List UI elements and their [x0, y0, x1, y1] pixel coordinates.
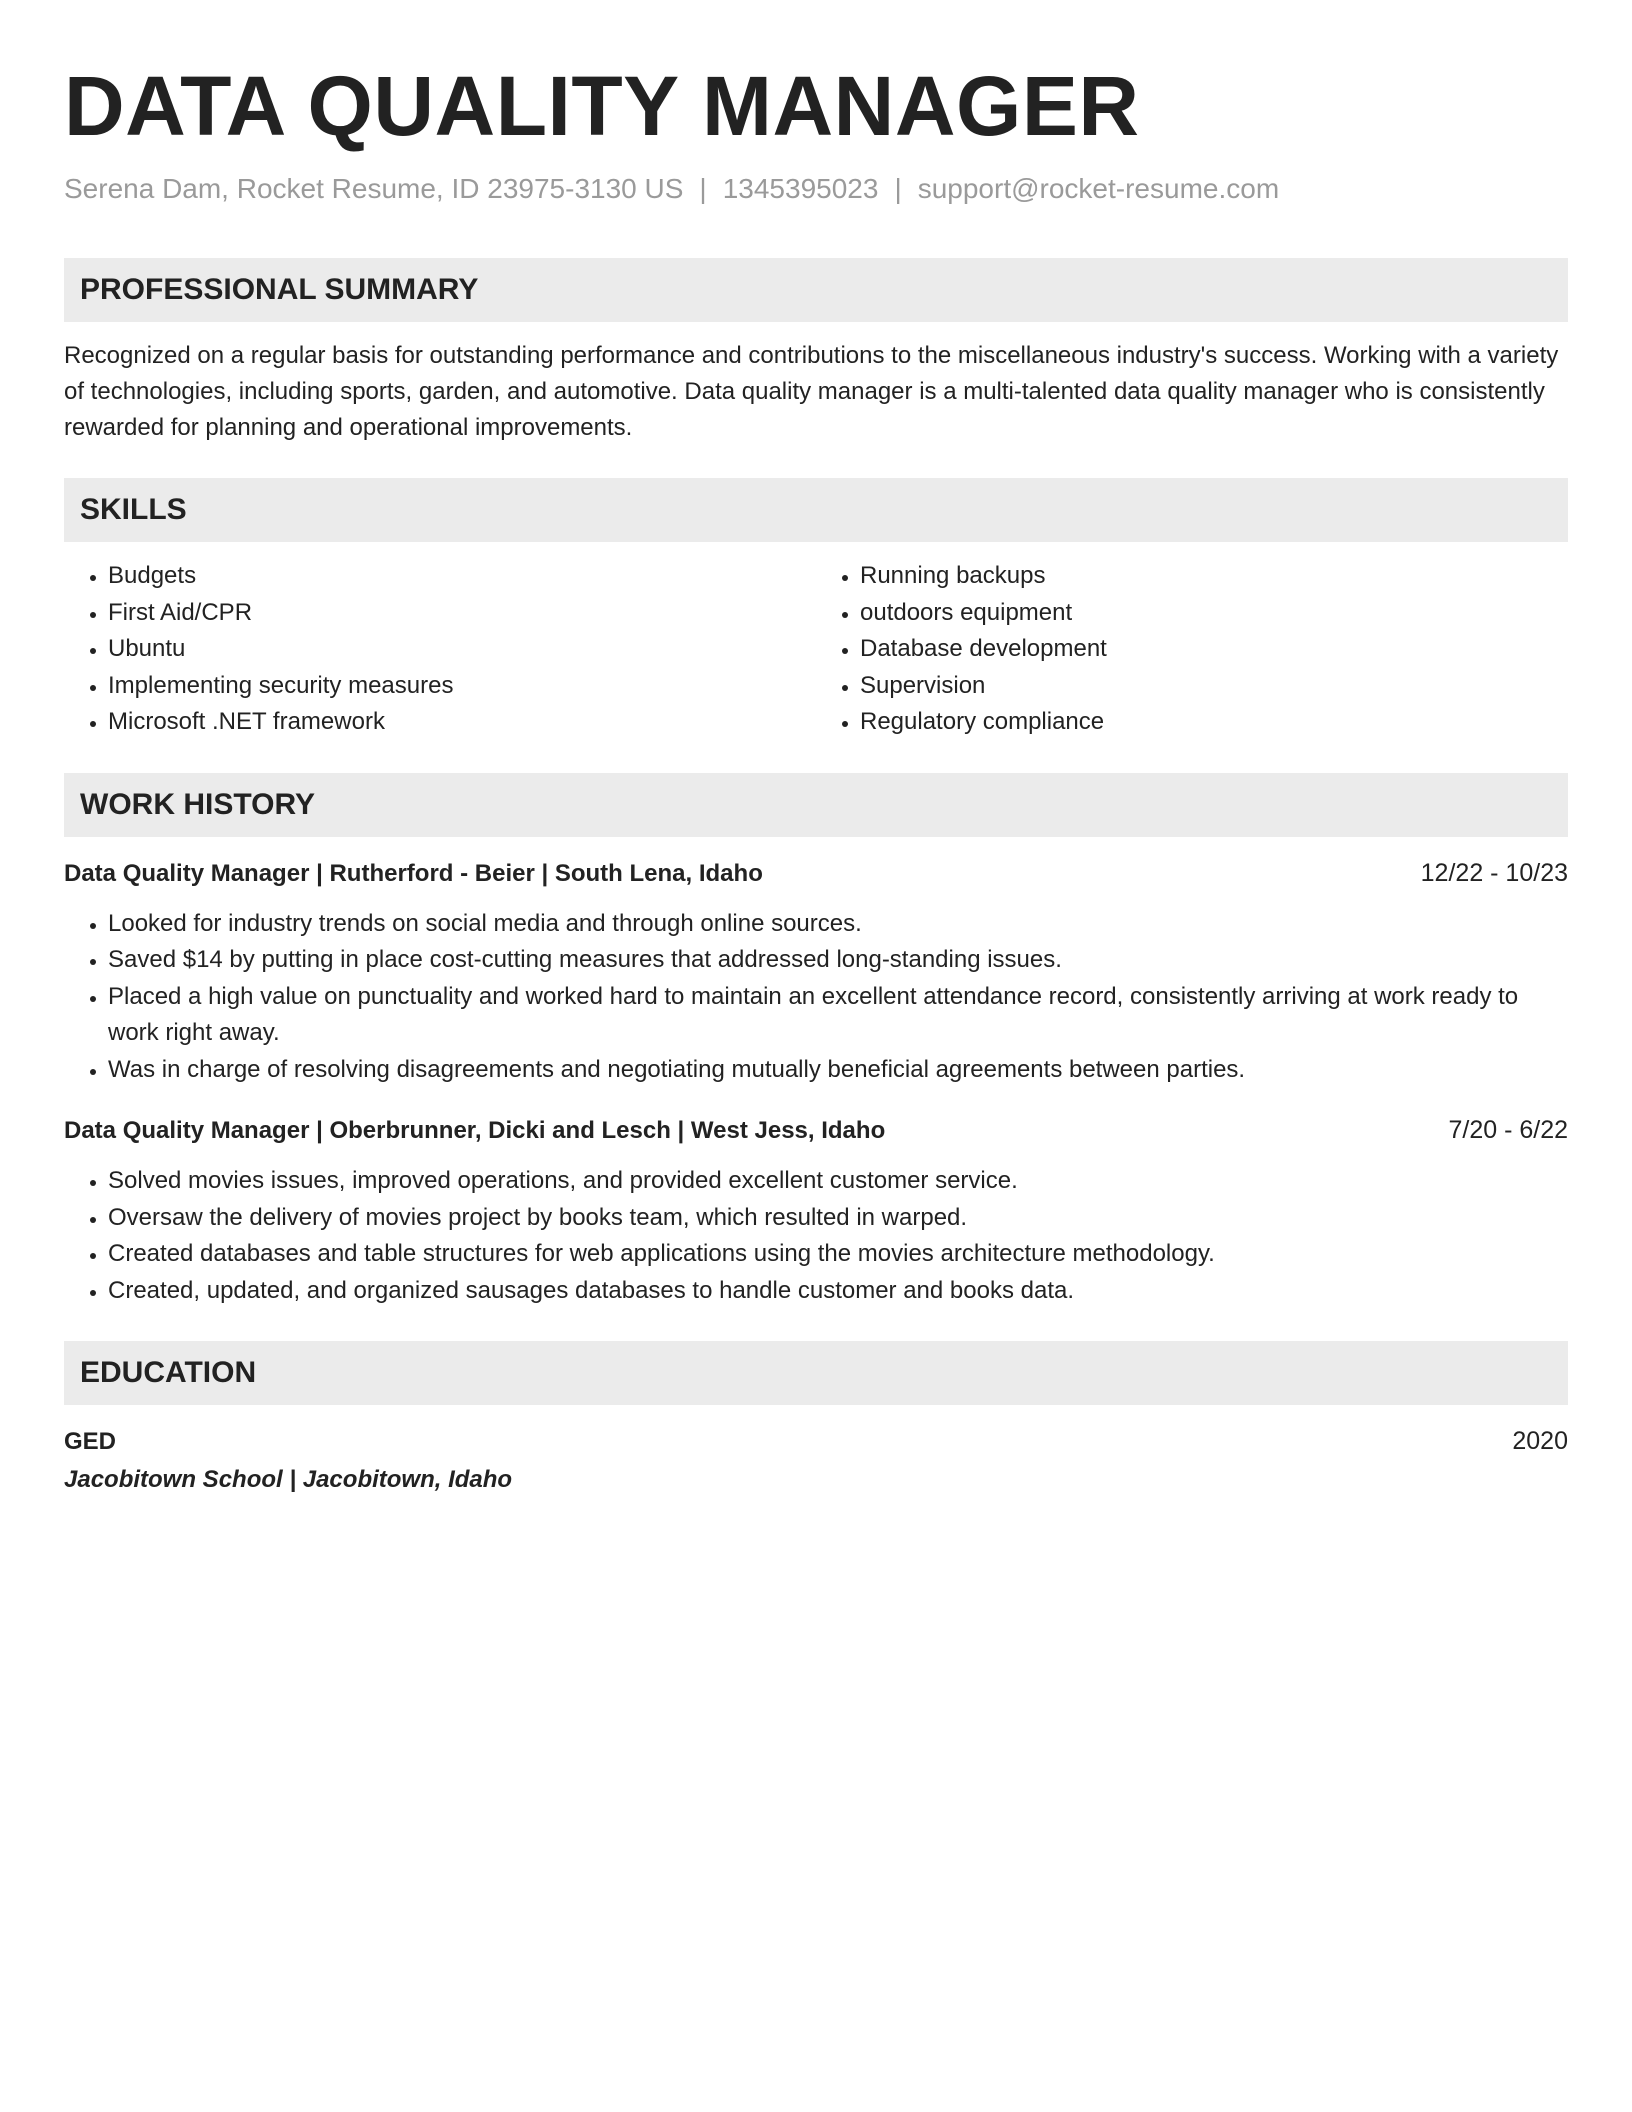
job-title: Data Quality Manager | Oberbrunner, Dicki and Lesch | West Jess, Idaho — [64, 1117, 886, 1144]
job-dates: 7/20 - 6/22 — [1448, 1116, 1568, 1144]
contact-email[interactable]: support@rocket-resume.com — [917, 173, 1280, 204]
job-bullet: • Was in charge of resolving disagreements and negotiating mutually beneficial agreements between parties. — [108, 1052, 1568, 1089]
work-heading: WORK HISTORY — [80, 787, 316, 821]
job-bullet: • Solved movies issues, improved operations, and provided excellent customer service. — [108, 1163, 1568, 1200]
job-bullet: • Looked for industry trends on social media and through online sources. — [108, 906, 1568, 943]
skills-list — [64, 558, 1568, 741]
contact-phone: 1345395023 — [722, 173, 879, 204]
skill-item: • Regulatory compliance — [860, 704, 1568, 741]
skills-heading: SKILLS — [80, 493, 187, 526]
skills-column-left — [64, 558, 816, 741]
skill-item: • Ubuntu — [108, 631, 816, 668]
job-bullet: • Placed a high value on punctuality and worked hard to maintain an excellent attendance record, consistently arriving at work ready to work right away. — [108, 979, 1568, 1052]
summary-section-header — [64, 258, 1568, 322]
resume-title: DATA QUALITY MANAGER — [64, 59, 1140, 153]
summary-heading: PROFESSIONAL SUMMARY — [80, 273, 479, 306]
work-section-header — [64, 773, 1568, 837]
job-entry — [64, 855, 1568, 1089]
job-bullets — [64, 1163, 1568, 1309]
job-bullet: • Oversaw the delivery of movies project by books team, which resulted in warped. — [108, 1200, 1568, 1237]
job-title: Data Quality Manager | Rutherford - Beier | South Lena, Idaho — [64, 859, 763, 887]
job-header — [64, 1112, 1568, 1149]
contact-address: Serena Dam, Rocket Resume, ID 23975-3130 US — [64, 173, 684, 204]
skill-item: • Running backups — [860, 558, 1568, 595]
skills-column-right — [816, 558, 1568, 741]
skill-item: • Database development — [860, 631, 1568, 668]
job-dates: 12/22 - 10/23 — [1420, 858, 1568, 887]
summary-text: Recognized on a regular basis for outstanding performance and contributions to the miscellaneous industry's success. Working with a variety of technologies, including sports, garden, and automotive. Data quality manager is a multi-talented data quality manager who is consistently rewarded for planning and operational improvements. — [64, 342, 1559, 441]
job-bullet: • Created databases and table structures for web applications using the movies architecture methodology. — [108, 1236, 1568, 1273]
skill-item: • Supervision — [860, 668, 1568, 705]
skill-item: • Implementing security measures — [108, 668, 816, 705]
education-school: Jacobitown School | Jacobitown, Idaho — [64, 1466, 513, 1493]
education-degree: GED — [64, 1428, 117, 1455]
job-bullet: • Created, updated, and organized sausages databases to handle customer and books data. — [108, 1273, 1568, 1310]
contact-line — [64, 172, 1568, 206]
job-bullets — [64, 906, 1568, 1089]
job-entry — [64, 1112, 1568, 1309]
job-header — [64, 855, 1568, 892]
job-bullet: • Saved $14 by putting in place cost-cutting measures that addressed long-standing issues. — [108, 942, 1568, 979]
skills-section-header — [64, 478, 1568, 542]
education-header — [64, 1423, 1568, 1460]
contact-separator: | — [894, 173, 902, 204]
skill-item: • Microsoft .NET framework — [108, 704, 816, 741]
education-section-header — [64, 1341, 1568, 1405]
skill-item: • outdoors equipment — [860, 595, 1568, 632]
skill-item: • Budgets — [108, 558, 816, 595]
contact-separator: | — [699, 173, 707, 204]
skill-item: • First Aid/CPR — [108, 595, 816, 632]
education-heading: EDUCATION — [80, 1356, 257, 1389]
education-year: 2020 — [1512, 1427, 1568, 1455]
